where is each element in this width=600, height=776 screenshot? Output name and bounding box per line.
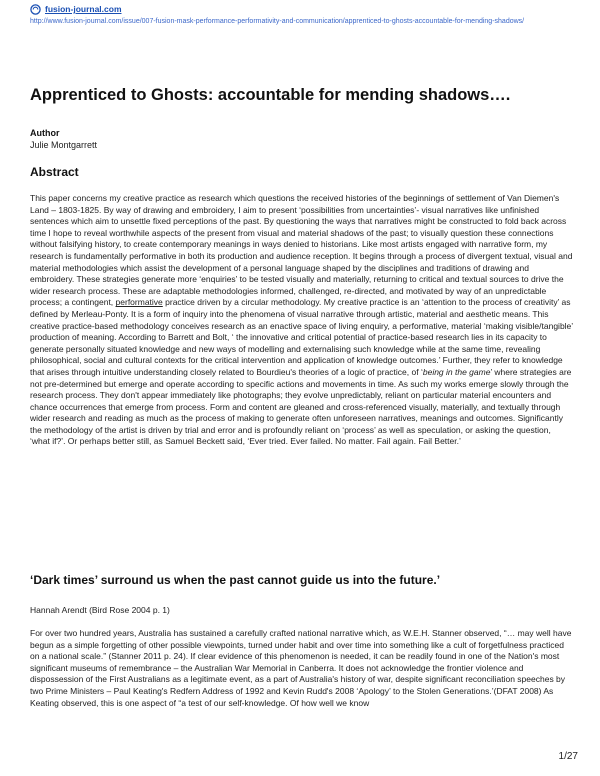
abstract-text-3: ’ where strategies are not pre-determined but emerge and operate according to specific actions and movements in time. As such my works emerge slowly through the research process. They don't appear immediately like photographs; they evolve unpredictably, reliant on particular material encounters and chance occurrences that emerge from process. Form and content are gleaned and cross-referenced visually, materially, and textually through wider research and reading as much as the process of making to generate often unforeseen narratives, meanings and outcomes. Significantly the methodology of the artist is driven by trial and error and is profoundly reliant on ‘process’ as well as speculation, or asking the question, ‘what if?’. Or perhaps better still, as Samuel Beckett said, ‘Ever tried. Ever failed. No matter. Fail again. Fail Better.’ bbox=[30, 366, 572, 447]
quote-attribution: Hannah Arendt (Bird Rose 2004 p. 1) bbox=[30, 605, 170, 615]
abstract-heading: Abstract bbox=[30, 165, 79, 179]
abstract-text-1: This paper concerns my creative practice as research which questions the received histories of the beginnings of settlement of Van Diemen's Land – 1803-1825. By way of drawing and embroidery, I aim to present ‘possibilities from uncertainties’- visual narratives like unfinished sentences which aim to unsettle fixed perceptions of the past. By questioning the ways that narratives might be constructed to fold back across time I hope to reveal worthwhile aspects of the present from visual and material shadows of the past; to visually question these connections without falsifying history, to create contemporary meanings in ways denied to historians. Like most artists engaged with narrative form, my research is fundamentally performative in both its production and audience reception. It begins through a process of divergent textual, visual and material methodologies which assist the development of a personal language shaped by the disciplines and traditions of drawing and embroidery. These strategies generate more ‘enquiries’ to be tested visually and materially, returning to critical and textual sources to drive the wider research process. These are adaptable methodologies informed, challenged, re-directed, and motivated by way of an unpredictable process; a contingent, bbox=[30, 193, 573, 308]
page-url-link[interactable]: http://www.fusion-journal.com/issue/007-fusion-mask-performance-performativity-and-communication/apprenticed-to-ghosts-accountable-for-mending-shadows/ bbox=[30, 18, 525, 25]
author-name: Julie Montgarrett bbox=[30, 140, 98, 150]
body-paragraph: For over two hundred years, Australia has sustained a carefully crafted national narrative which, as W.E.H. Stanner observed, “… may well have begun as a simple forgetting of other possible viewpoints, turned under habit and over time into something like a cult of forgetfulness practiced on a national scale.” (Stanner 2011 p. 24). If clear evidence of this phenomenon is needed, it can be readily found in one of the Nation's most significant museums of remembrance – the Australian War Memorial in Canberra. It does not acknowledge the frontier violence and dispossession of the First Australians as a legitimate event, as a part of Australia's history of war, despite significant reconciliation speeches by two Prime Ministers – Paul Keating's Redfern Address of 1992 and Kevin Rudd's 2008 ‘Apology’ to the Stolen Generations.’(DFAT 2008) As Keating observed, this is one aspect of “a test of our self-knowledge. Of how well we know bbox=[30, 628, 572, 708]
site-name-link[interactable]: fusion-journal.com bbox=[45, 4, 122, 14]
site-header bbox=[30, 2, 575, 27]
article-title: Apprenticed to Ghosts: accountable for mending shadows…. bbox=[30, 86, 511, 104]
abstract-text-2: practice driven by a circular methodology. My creative practice is an ‘attention to the process of creativity’ as defined by Merleau-Ponty. It is a form of inquiry into the phenomena of visual narrative through artistic, material and aesthetic means. This creative practice-based methodology conceives research as an enactive space of living enquiry, a performative, material ‘making visible/tangible’ production of meaning. According to Barrett and Bolt, ‘ the innovative and critical potential of practice-based research lies in its capacity to generate personally situated knowledge and new ways of modelling and externalising such knowledge while at the same time, revealing philosophical, social and cultural contexts for the critical intervention and application of knowledge outcomes.’ Further, they refer to knowledge that arises through intuitive understanding closely related to Bourdieu's theories of a logic of practice, of ‘ bbox=[30, 297, 573, 377]
author-label: Author bbox=[30, 128, 60, 138]
abstract-body bbox=[30, 193, 573, 448]
page-number: 1/27 bbox=[558, 751, 578, 762]
performative-link[interactable]: performative bbox=[115, 297, 163, 308]
site-logo-icon bbox=[30, 4, 41, 15]
quote-heading: ‘Dark times’ surround us when the past cannot guide us into the future.’ bbox=[30, 573, 441, 587]
abstract-italic-phrase: being in the game bbox=[422, 366, 491, 377]
site-line bbox=[30, 2, 575, 16]
